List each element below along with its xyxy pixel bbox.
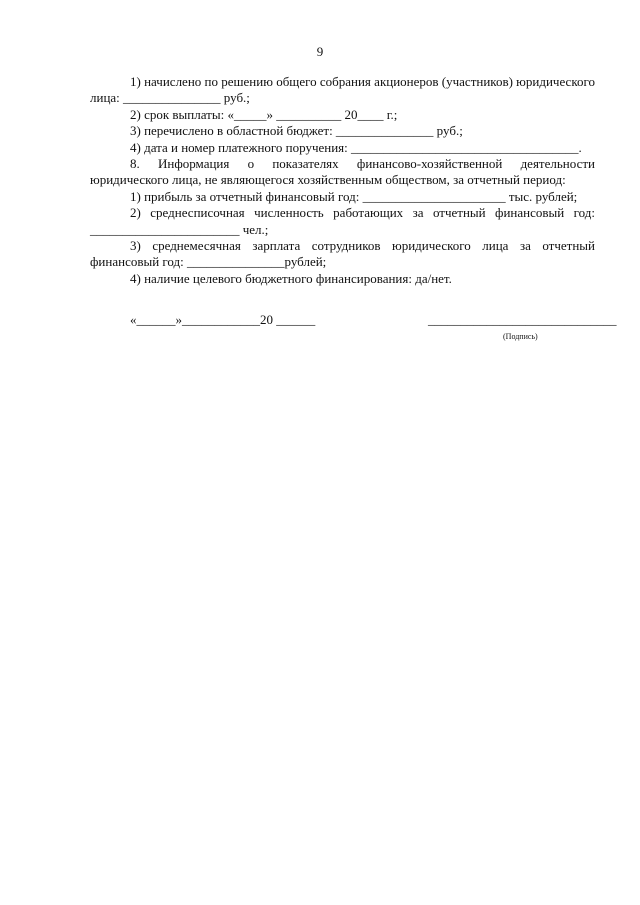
paragraph-section-8-heading: 8. Информация о показателях финансово-хозяйственной деятельности юридического лица, не являющегося хозяйственным обществом, за отчетный период: [90, 156, 595, 188]
document-body [90, 74, 595, 287]
paragraph-accrued-dividends: 1) начислено по решению общего собрания акционеров (участников) юридического лица: _______________ руб.; [90, 74, 595, 106]
paragraph-profit: 1) прибыль за отчетный финансовый год: ______________________ тыс. рублей; [130, 188, 578, 204]
paragraph-average-salary: 3) среднемесячная зарплата сотрудников юридического лица за отчетный финансовый год: _______________рублей; [90, 238, 595, 270]
paragraph-headcount: 2) среднесписочная численность работающих за отчетный финансовый год: _______________________ чел.; [90, 205, 595, 237]
paragraph-budget-financing: 4) наличие целевого бюджетного финансирования: да/нет. [130, 270, 452, 286]
paragraph-payment-order: 4) дата и номер платежного поручения: ___________________________________. [130, 139, 582, 155]
signature-line: _____________________________ [428, 312, 617, 327]
paragraph-payment-deadline: 2) срок выплаты: «_____» __________ 20____ г.; [130, 106, 398, 122]
page-number: 9 [316, 44, 324, 59]
paragraph-transferred-to-budget: 3) перечислено в областной бюджет: _______________ руб.; [130, 123, 463, 139]
date-line: «______»____________20 ______ [130, 312, 316, 327]
signature-caption: (Подпись) [503, 332, 538, 341]
